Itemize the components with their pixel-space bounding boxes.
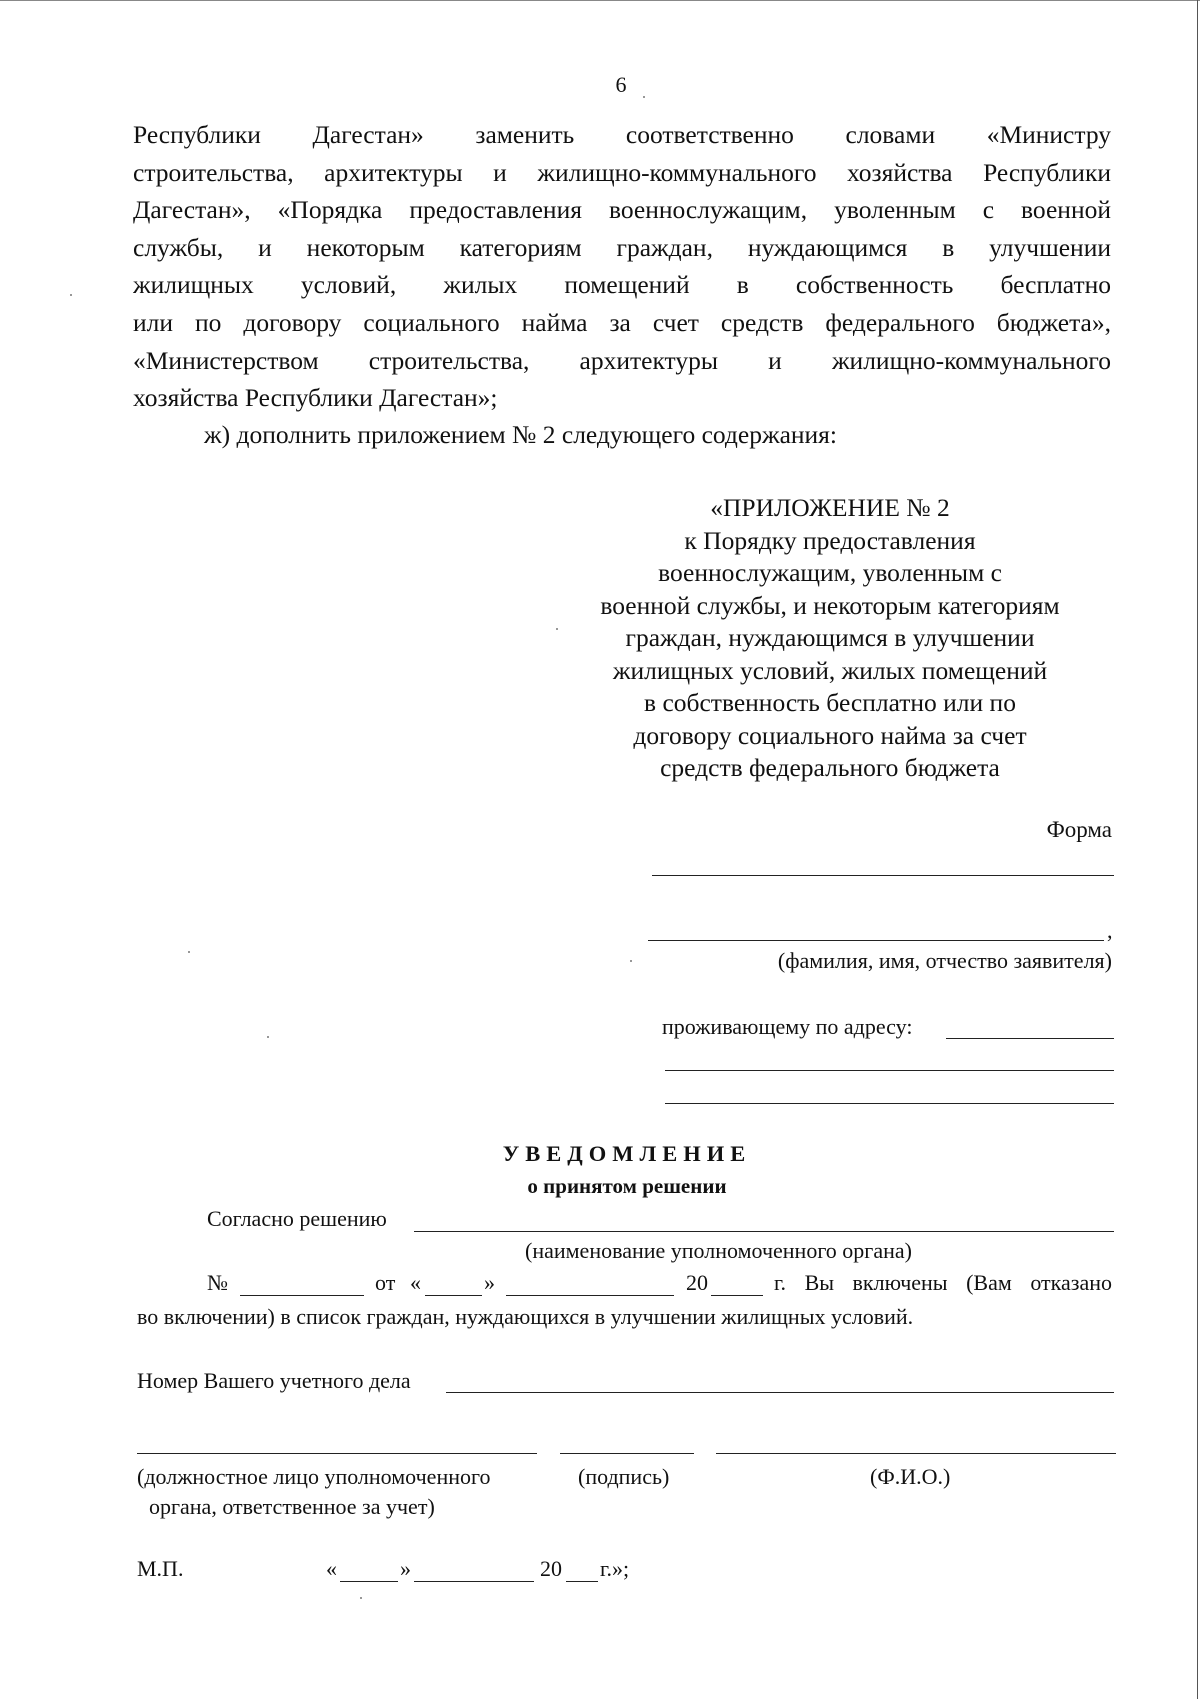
appendix-line: граждан, нуждающимся в улучшении — [625, 623, 1035, 652]
recipient-comma: , — [1107, 918, 1113, 943]
date-month-line[interactable] — [414, 1581, 534, 1582]
date-quote-close: » — [400, 1556, 411, 1581]
scan-speck — [360, 1597, 362, 1599]
body-line: службы, и некоторым категориям граждан, нуждающимся в улучшении — [133, 232, 1111, 262]
body-line: хозяйства Республики Дагестан»; — [133, 383, 498, 413]
appendix-line: к Порядку предоставления — [684, 525, 976, 555]
recipient-line-2[interactable] — [648, 940, 1104, 941]
official-line[interactable] — [137, 1453, 537, 1454]
case-number-line[interactable] — [446, 1392, 1114, 1393]
appendix-line: договору социального найма за счет — [633, 720, 1027, 750]
scan-speck — [70, 294, 72, 296]
official-caption-line: (должностное лицо уполномоченного — [137, 1464, 491, 1489]
form-label: Форма — [1046, 817, 1112, 842]
body-line: жилищных условий, жилых помещений в собственность бесплатно — [133, 270, 1111, 300]
scan-speck — [556, 628, 558, 630]
body-line: строительства, архитектуры и жилищно-коммунального хозяйства Республики — [133, 157, 1111, 187]
from-word: от — [375, 1270, 396, 1295]
fio-line[interactable] — [716, 1453, 1116, 1454]
notice-title: УВЕДОМЛЕНИЕ — [502, 1141, 752, 1166]
scan-speck — [188, 951, 190, 953]
decision-day-line[interactable] — [425, 1295, 482, 1296]
body-paragraph — [133, 116, 1111, 417]
date-year-line[interactable] — [566, 1581, 598, 1582]
fio-signature-caption: (Ф.И.О.) — [870, 1464, 951, 1489]
included-text-continued: во включении) в список граждан, нуждающихся в улучшении жилищных условий. — [137, 1304, 914, 1329]
appendix-line: в собственность бесплатно или по — [644, 688, 1016, 717]
address-label: проживающему по адресу: — [662, 1014, 913, 1039]
quote-open: « — [410, 1270, 421, 1295]
date-year-prefix: 20 — [540, 1556, 562, 1581]
date-quote-open: « — [326, 1556, 337, 1581]
year-prefix: 20 — [686, 1270, 708, 1295]
stamp-label: М.П. — [137, 1556, 184, 1581]
address-line-1[interactable] — [946, 1038, 1114, 1039]
scan-edge-right — [1197, 0, 1198, 1699]
official-caption — [137, 1462, 490, 1522]
decision-number-line[interactable] — [240, 1295, 364, 1296]
fio-caption: (фамилия, имя, отчество заявителя) — [777, 948, 1112, 973]
appendix-line: военной службы, и некоторым категориям — [600, 590, 1060, 620]
official-caption-line: органа, ответственное за учет) — [149, 1494, 435, 1519]
signature-caption: (подпись) — [578, 1464, 670, 1489]
scan-speck — [267, 1036, 269, 1038]
included-text: г. Вы включены (Вам отказано — [774, 1270, 1112, 1295]
address-line-2[interactable] — [665, 1070, 1114, 1071]
signature-line[interactable] — [560, 1453, 694, 1454]
date-tail: г.»; — [600, 1556, 630, 1581]
scan-speck — [630, 960, 632, 962]
recipient-line-1[interactable] — [652, 875, 1114, 876]
authority-line[interactable] — [414, 1231, 1114, 1232]
authority-caption: (наименование уполномоченного органа) — [525, 1238, 912, 1263]
body-line: Дагестан», «Порядка предоставления военнослужащим, уволенным с военной — [133, 195, 1111, 225]
page-number: 6 — [615, 72, 627, 97]
appendix-title: «ПРИЛОЖЕНИЕ № 2 — [710, 493, 950, 522]
decision-year-line[interactable] — [711, 1295, 763, 1296]
notice-subtitle: о принятом решении — [527, 1174, 727, 1198]
decision-month-line[interactable] — [506, 1295, 674, 1296]
scan-edge-top — [0, 0, 1200, 1]
body-line: Республики Дагестан» заменить соответственно словами «Министру — [133, 120, 1111, 149]
item-zh-text: ж) дополнить приложением № 2 следующего содержания: — [204, 420, 837, 449]
appendix-header — [570, 492, 1090, 785]
address-line-3[interactable] — [665, 1103, 1114, 1104]
appendix-line: военнослужащим, уволенным с — [658, 558, 1002, 587]
body-line: или по договору социального найма за счет средств федерального бюджета», — [133, 307, 1111, 337]
decision-label: Согласно решению — [207, 1206, 387, 1231]
appendix-line: средств федерального бюджета — [660, 753, 1000, 782]
number-sign: № — [207, 1270, 228, 1295]
appendix-line: жилищных условий, жилых помещений — [612, 655, 1048, 685]
case-number-label: Номер Вашего учетного дела — [137, 1368, 411, 1393]
date-day-line[interactable] — [340, 1581, 398, 1582]
scan-speck — [643, 96, 645, 98]
body-line: «Министерством строительства, архитектуры и жилищно-коммунального — [133, 345, 1111, 375]
quote-close: » — [484, 1270, 495, 1295]
